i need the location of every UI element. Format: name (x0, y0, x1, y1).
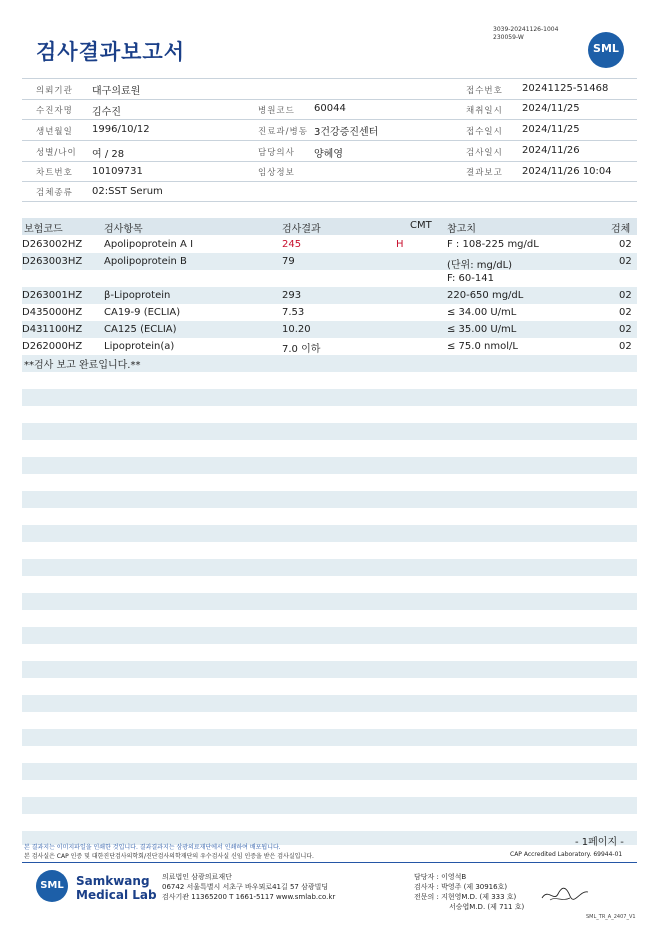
table-row-result: 10.20 (282, 324, 311, 335)
table-row-item: CA19-9 (ECLIA) (104, 307, 181, 318)
table-row-ref: F : 108-225 mg/dL (447, 239, 539, 250)
page-title: 검사결과보고서 (36, 40, 186, 64)
samkwang-logo-text: SML (40, 880, 64, 891)
lab-address: 06742 서울특별시 서초구 바우뫼로41길 57 삼광빌딩 (162, 883, 329, 891)
report-date-label: 결과보고 (466, 168, 503, 178)
dob-label: 생년월일 (36, 127, 73, 137)
table-row-code: D435000HZ (22, 307, 83, 318)
chart-no-label: 차트번호 (36, 168, 73, 178)
report-date-value: 2024/11/26 10:04 (522, 166, 612, 177)
col-result-header: 검사결과 (282, 224, 321, 235)
patient-label: 수진자명 (36, 106, 73, 116)
table-row-specimen: 02 (619, 341, 632, 352)
staff-specialist-2: 서승엽M.D. (제 711 호) (449, 903, 525, 911)
report-complete-note: **검사 보고 완료입니다.** (24, 360, 141, 371)
table-stripe (22, 491, 637, 508)
table-stripe (22, 389, 637, 406)
table-row-code: D431100HZ (22, 324, 83, 335)
table-row-specimen: 02 (619, 290, 632, 301)
collect-date-label: 채취일시 (466, 106, 503, 116)
divider (22, 119, 637, 120)
samkwang-logo (36, 870, 68, 902)
accreditation-notice: 본 검사실은 CAP 인증 및 대한진단검사의학회/진단검사의학재단의 우수검사실 신임 인증을 받은 검사실입니다. (24, 853, 314, 860)
table-row-item: Lipoprotein(a) (104, 341, 175, 352)
patient-value: 김수진 (92, 107, 121, 118)
lab-contact: 검사기관 11365200 T 1661-5117 www.smlab.co.kr (162, 893, 336, 901)
dept-value: 3건강증진센터 (314, 127, 379, 138)
document-id-line-1: 3039-20241126-1004 (493, 26, 559, 33)
table-stripe (22, 729, 637, 746)
clinical-info-label: 임상정보 (258, 168, 295, 178)
table-stripe (22, 797, 637, 814)
table-row-code: D262000HZ (22, 341, 83, 352)
table-stripe (22, 695, 637, 712)
table-row-ref: (단위: mg/dL) (447, 260, 513, 271)
table-row-ref: F: 60-141 (447, 273, 494, 284)
staff-tester: 검사자 : 박영주 (제 30916호) (414, 883, 508, 891)
divider (22, 161, 637, 162)
col-code-header: 보험코드 (24, 224, 63, 235)
page-number: - 1페이지 - (575, 837, 624, 848)
table-stripe (22, 423, 637, 440)
divider (22, 140, 637, 141)
table-row-code: D263003HZ (22, 256, 83, 267)
specimen-value: 02:SST Serum (92, 186, 163, 197)
staff-specialist-1: 전문의 : 지현영M.D. (제 333 호) (414, 893, 517, 901)
lab-org: 의료법인 삼광의료재단 (162, 873, 232, 881)
sml-logo (588, 32, 624, 68)
chart-no-value: 10109731 (92, 166, 143, 177)
document-id-line-2: 230059-W (493, 34, 524, 41)
table-row-ref: ≤ 35.00 U/mL (447, 324, 517, 335)
receipt-no-label: 접수번호 (466, 86, 503, 96)
table-row-ref: 220-650 mg/dL (447, 290, 524, 301)
collect-date-value: 2024/11/25 (522, 103, 580, 114)
table-row-specimen: 02 (619, 307, 632, 318)
table-row-ref: ≤ 75.0 nmol/L (447, 341, 518, 352)
col-cmt-header: CMT (410, 220, 432, 231)
table-stripe (22, 763, 637, 780)
col-item-header: 검사항목 (104, 224, 143, 235)
specimen-label: 검체종류 (36, 188, 73, 198)
table-stripe (22, 457, 637, 474)
hospital-code-label: 병원코드 (258, 106, 295, 116)
table-row-item: β-Lipoprotein (104, 290, 171, 301)
brand-name-line-1: Samkwang (76, 874, 150, 888)
divider (22, 181, 637, 182)
table-stripe (22, 661, 637, 678)
table-stripe (22, 627, 637, 644)
dept-label: 진료과/병동 (258, 127, 308, 137)
table-stripe (22, 593, 637, 610)
staff-info (414, 872, 524, 912)
table-row-item: Apolipoprotein A I (104, 239, 194, 250)
table-row-result: 245 (282, 239, 302, 250)
cap-accreditation: CAP Accredited Laboratory. 69944-01 (510, 851, 623, 858)
receipt-no-value: 20241125-51468 (522, 83, 609, 94)
col-specimen-header: 검체 (611, 224, 631, 235)
document-id (493, 26, 558, 42)
table-row-item: CA125 (ECLIA) (104, 324, 177, 335)
institution-value: 대구의료원 (92, 86, 141, 97)
form-code: SML_TR_A_2407_V1 (586, 914, 636, 920)
col-ref-header: 참고치 (447, 224, 476, 235)
sex-age-label: 성별/나이 (36, 148, 77, 158)
doctor-value: 양혜영 (314, 149, 343, 160)
table-row-ref: ≤ 34.00 U/mL (447, 307, 517, 318)
table-stripe (22, 559, 637, 576)
receive-date-label: 접수일시 (466, 127, 503, 137)
table-row-result: 7.0 이하 (282, 344, 321, 355)
divider (22, 201, 637, 202)
exam-date-value: 2024/11/26 (522, 145, 580, 156)
table-row-cmt: H (396, 239, 404, 250)
table-row-result: 293 (282, 290, 302, 301)
table-row-code: D263002HZ (22, 239, 83, 250)
sex-age-value: 여 / 28 (92, 149, 125, 160)
table-stripe (22, 525, 637, 542)
table-row-specimen: 02 (619, 324, 632, 335)
table-row-specimen: 02 (619, 256, 632, 267)
footer-divider (22, 862, 637, 863)
signature-image (540, 882, 590, 906)
receive-date-value: 2024/11/25 (522, 124, 580, 135)
hospital-code-value: 60044 (314, 103, 346, 114)
lab-info (162, 872, 335, 902)
exam-date-label: 검사일시 (466, 148, 503, 158)
table-row-code: D263001HZ (22, 290, 83, 301)
divider (22, 78, 637, 79)
staff-manager: 담당자 : 이영석B (414, 873, 467, 881)
brand-name-line-2: Medical Lab (76, 888, 157, 902)
institution-label: 의뢰기관 (36, 86, 73, 96)
dob-value: 1996/10/12 (92, 124, 150, 135)
sml-logo-text: SML (593, 42, 619, 55)
table-row-result: 79 (282, 256, 295, 267)
print-notice: 본 결과지는 이미지파일을 인쇄한 것입니다. 결과결과지는 삼광의료재단에서 인쇄하여 배포됩니다. (24, 844, 281, 851)
brand-name (76, 874, 157, 902)
table-row-specimen: 02 (619, 239, 632, 250)
table-row-result: 7.53 (282, 307, 305, 318)
table-row-item: Apolipoprotein B (104, 256, 187, 267)
doctor-label: 담당의사 (258, 148, 295, 158)
divider (22, 99, 637, 100)
